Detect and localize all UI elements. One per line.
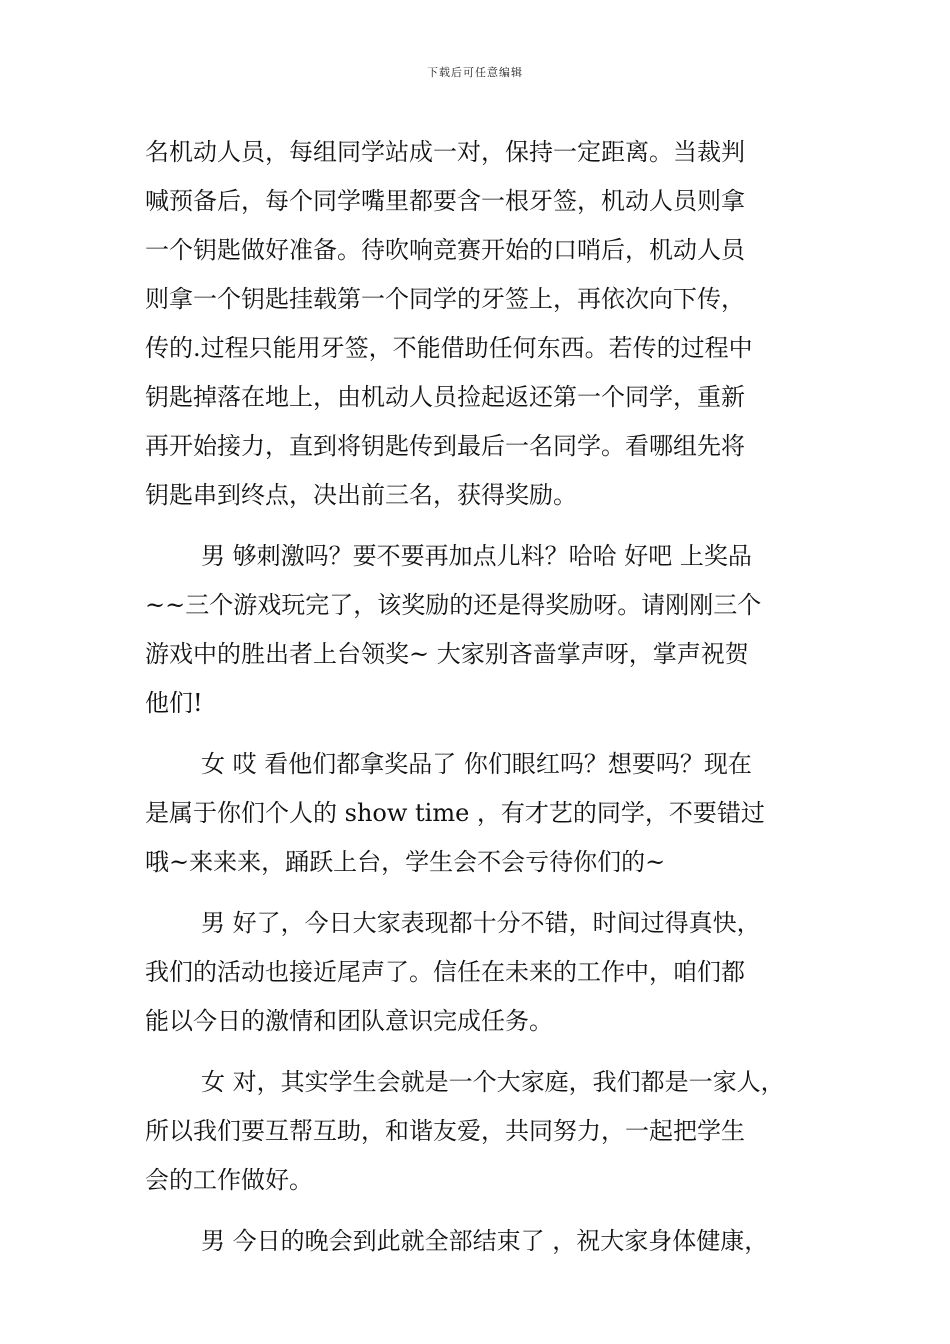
text-line: 再开始接力，直到将钥匙传到最后一名同学。看哪组先将 [145, 432, 745, 460]
text-line: 能以今日的激情和团队意识完成任务。 [145, 1007, 553, 1035]
text-line: 女 哎 看他们都拿奖品了 你们眼红吗？想要吗？现在 [201, 750, 752, 778]
text-line: 所以我们要互帮互助，和谐友爱，共同努力，一起把学生 [145, 1117, 745, 1145]
text-line: 我们的活动也接近尾声了。信任在未来的工作中，咱们都 [145, 958, 745, 986]
text-line: 钥匙串到终点，决出前三名，获得奖励。 [145, 481, 577, 509]
text-line: 名机动人员，每组同学站成一对，保持一定距离。当裁判 [145, 138, 745, 166]
text-line: 男 今日的晚会到此就全部结束了 ，祝大家身体健康， [201, 1227, 769, 1255]
text-line: 是属于你们个人的 show time ，有才艺的同学，不要错过 [145, 799, 765, 827]
text-line: 喊预备后，每个同学嘴里都要含一根牙签，机动人员则拿 [145, 187, 745, 215]
text-line: 钥匙掉落在地上，由机动人员捡起返还第一个同学，重新 [145, 383, 745, 411]
text-line: 男 够刺激吗？要不要再加点儿料？哈哈 好吧 上奖品 [201, 542, 752, 570]
paragraph-6 [145, 1217, 835, 1266]
paragraph-2 [145, 532, 835, 728]
page-header: 下载后可任意编辑 [427, 66, 523, 79]
text-line: 游戏中的胜出者上台领奖~ 大家别吝啬掌声呀，掌声祝贺 [145, 640, 749, 668]
text-line: 一个钥匙做好准备。待吹响竞赛开始的口哨后，机动人员 [145, 236, 745, 264]
text-line: 会的工作做好。 [145, 1166, 313, 1194]
text-line: 他们! [145, 689, 203, 717]
document-body [145, 128, 835, 1266]
paragraph-1 [145, 128, 835, 520]
text-line: 则拿一个钥匙挂载第一个同学的牙签上，再依次向下传， [145, 285, 745, 313]
paragraph-4 [145, 899, 835, 1046]
text-line: 哦~来来来，踊跃上台，学生会不会亏待你们的~ [145, 848, 666, 876]
text-line: 男 好了，今日大家表现都十分不错，时间过得真快， [201, 909, 761, 937]
text-line: ~~三个游戏玩完了，该奖励的还是得奖励呀。请刚刚三个 [145, 591, 762, 619]
paragraph-5 [145, 1058, 835, 1205]
text-line: 女 对，其实学生会就是一个大家庭，我们都是一家人， [201, 1068, 785, 1096]
paragraph-3 [145, 740, 835, 887]
text-line: 传的.过程只能用牙签，不能借助任何东西。若传的过程中 [145, 334, 753, 362]
